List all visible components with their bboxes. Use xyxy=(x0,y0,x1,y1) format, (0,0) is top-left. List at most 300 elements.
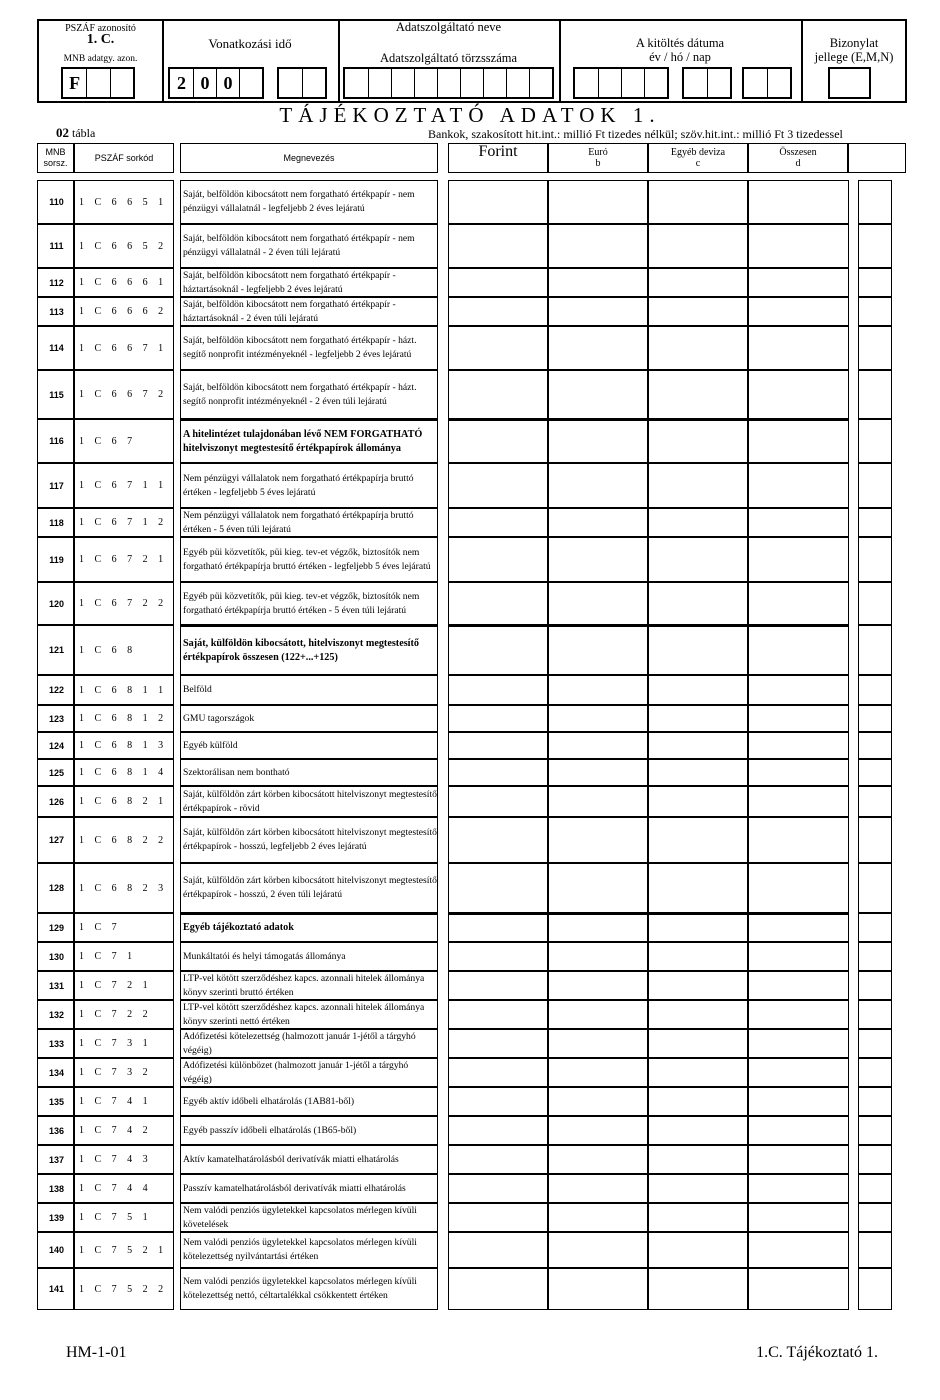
value-cell[interactable] xyxy=(748,268,849,297)
row-code: 1 C 6 7 2 1 xyxy=(79,554,168,565)
value-cell[interactable] xyxy=(448,705,548,732)
value-cell[interactable] xyxy=(448,863,548,913)
value-cell[interactable] xyxy=(548,971,648,1000)
provider-id-cell[interactable] xyxy=(437,69,460,97)
row-number: 129 xyxy=(48,922,65,933)
period-cell[interactable]: 0 xyxy=(216,69,239,97)
period-cell[interactable] xyxy=(302,69,325,97)
row-name-cell xyxy=(180,705,438,732)
mnb-id-cell[interactable]: F xyxy=(69,73,81,93)
value-cell[interactable] xyxy=(648,1203,748,1232)
value-cell[interactable] xyxy=(448,1087,548,1116)
doc-type-cell[interactable] xyxy=(830,69,869,97)
row-number: 116 xyxy=(49,436,64,446)
value-cell[interactable] xyxy=(548,224,648,268)
row-code: 1 C 7 1 xyxy=(79,951,137,962)
value-cell[interactable] xyxy=(548,370,648,419)
check-cell[interactable] xyxy=(858,224,892,268)
value-cell[interactable] xyxy=(548,508,648,537)
value-cell[interactable] xyxy=(448,508,548,537)
value-cell[interactable] xyxy=(548,1116,648,1145)
value-cell[interactable] xyxy=(748,1203,849,1232)
row-code-cell xyxy=(74,786,174,817)
check-cell[interactable] xyxy=(858,537,892,582)
value-cell[interactable] xyxy=(748,1232,849,1268)
col-header-forint: Forint xyxy=(448,143,548,173)
mnb-id-cells[interactable] xyxy=(61,67,135,99)
value-cell[interactable] xyxy=(748,1145,849,1174)
value-cell[interactable] xyxy=(548,863,648,913)
check-cell[interactable] xyxy=(858,942,892,971)
row-code: 1 C 6 8 1 2 xyxy=(79,713,168,724)
value-cell[interactable] xyxy=(448,370,548,419)
row-code-cell xyxy=(74,1232,174,1268)
mnb-id-cell[interactable] xyxy=(110,69,133,97)
check-cell[interactable] xyxy=(858,268,892,297)
check-cell[interactable] xyxy=(858,326,892,370)
value-cell[interactable] xyxy=(548,268,648,297)
row-name: Adófizetési különbözet (halmozott január 1-jétől a tárgyhó végéig) xyxy=(183,1059,409,1085)
value-cell[interactable] xyxy=(448,625,548,675)
row-code: 1 C 6 8 1 4 xyxy=(79,767,168,778)
provider-id-cell[interactable] xyxy=(345,69,368,97)
date-cell[interactable] xyxy=(707,69,730,97)
value-cell[interactable] xyxy=(648,326,748,370)
date-cell[interactable] xyxy=(744,69,767,97)
value-cell[interactable] xyxy=(748,625,849,675)
col-header-mnb-line2: sorsz. xyxy=(43,158,68,168)
row-number-cell xyxy=(37,419,74,463)
row-number: 130 xyxy=(48,951,65,962)
value-cell[interactable] xyxy=(548,732,648,759)
check-cell[interactable] xyxy=(858,419,892,463)
check-cell[interactable] xyxy=(858,1268,892,1310)
date-cell[interactable] xyxy=(644,69,667,97)
row-name-cell xyxy=(180,1000,438,1029)
value-cell[interactable] xyxy=(648,913,748,942)
value-cell[interactable] xyxy=(748,863,849,913)
value-cell[interactable] xyxy=(748,297,849,326)
value-cell[interactable] xyxy=(548,817,648,863)
date-cell[interactable] xyxy=(575,69,598,97)
row-name: Adófizetési kötelezettség (halmozott január 1-jétől a tárgyhó végéig) xyxy=(183,1030,416,1056)
value-cell[interactable] xyxy=(548,913,648,942)
row-code: 1 C 7 2 2 xyxy=(79,1009,152,1020)
row-code: 1 C 6 8 1 1 xyxy=(79,684,168,696)
check-cell[interactable] xyxy=(858,786,892,817)
value-cell[interactable] xyxy=(648,1268,748,1310)
row-name: Egyéb aktív időbeli elhatárolás (1AB81-ből) xyxy=(183,1095,355,1107)
row-code: 1 C 6 7 1 2 xyxy=(79,517,168,528)
col-header-mnb xyxy=(37,143,74,173)
row-name: Belföld xyxy=(183,684,212,696)
value-cell[interactable] xyxy=(548,1000,648,1029)
row-name: Egyéb külföld xyxy=(183,739,238,751)
value-cell[interactable] xyxy=(448,817,548,863)
check-cell[interactable] xyxy=(858,1029,892,1058)
row-number-cell xyxy=(37,463,74,508)
check-cell[interactable] xyxy=(858,370,892,419)
col-header-total xyxy=(748,143,848,173)
row-code: 1 C 6 6 5 2 xyxy=(79,240,168,252)
value-cell[interactable] xyxy=(548,537,648,582)
value-cell[interactable] xyxy=(648,224,748,268)
row-name-cell xyxy=(180,1058,438,1087)
date-year-cells[interactable] xyxy=(573,67,669,99)
value-cell[interactable] xyxy=(748,817,849,863)
row-number: 120 xyxy=(48,598,65,609)
value-cell[interactable] xyxy=(448,1232,548,1268)
row-name-cell xyxy=(180,971,438,1000)
row-number: 113 xyxy=(49,306,64,317)
value-cell[interactable] xyxy=(648,786,748,817)
value-cell[interactable] xyxy=(548,1232,648,1268)
check-cell[interactable] xyxy=(858,705,892,732)
row-number: 128 xyxy=(48,883,65,893)
value-cell[interactable] xyxy=(648,759,748,786)
value-cell[interactable] xyxy=(748,508,849,537)
row-code-cell xyxy=(74,942,174,971)
row-name-cell xyxy=(180,1174,438,1203)
value-cell[interactable] xyxy=(448,1174,548,1203)
row-name: Saját, belföldön kibocsátott nem forgatható értékpapír - házt. segítő nonprofit intézményeknél - 2 éven túli lejáratú xyxy=(183,381,417,407)
value-cell[interactable] xyxy=(648,1058,748,1087)
row-number-cell xyxy=(37,1058,74,1087)
value-cell[interactable] xyxy=(648,942,748,971)
row-number-cell xyxy=(37,1174,74,1203)
value-cell[interactable] xyxy=(748,942,849,971)
value-cell[interactable] xyxy=(748,180,849,224)
value-cell[interactable] xyxy=(448,419,548,463)
doc-type-cells[interactable] xyxy=(828,67,871,99)
value-cell[interactable] xyxy=(648,1232,748,1268)
value-cell[interactable] xyxy=(748,675,849,705)
col-header-euro xyxy=(548,143,648,173)
col-header-name: Megnevezés xyxy=(180,143,438,173)
value-cell[interactable] xyxy=(748,1058,849,1087)
provider-id-cell[interactable] xyxy=(483,69,506,97)
period-year-cells[interactable] xyxy=(168,67,264,99)
value-cell[interactable] xyxy=(548,1029,648,1058)
check-cell[interactable] xyxy=(858,463,892,508)
check-cell[interactable] xyxy=(858,1087,892,1116)
value-cell[interactable] xyxy=(448,971,548,1000)
value-cell[interactable] xyxy=(448,1116,548,1145)
value-cell[interactable] xyxy=(448,786,548,817)
row-number: 140 xyxy=(48,1245,65,1255)
value-cell[interactable] xyxy=(648,1029,748,1058)
date-day-cells[interactable] xyxy=(742,67,792,99)
check-cell[interactable] xyxy=(858,582,892,625)
row-number: 127 xyxy=(48,835,65,845)
row-name: LTP-vel kötött szerződéshez kapcs. azonnali hitelek állománya könyv szerinti nettó értéken xyxy=(183,1001,425,1027)
row-code: 1 C 7 4 2 xyxy=(79,1125,152,1136)
value-cell[interactable] xyxy=(748,705,849,732)
date-month-cells[interactable] xyxy=(682,67,732,99)
value-cell[interactable] xyxy=(548,463,648,508)
check-cell[interactable] xyxy=(858,817,892,863)
provider-id-cell[interactable] xyxy=(460,69,483,97)
value-cell[interactable] xyxy=(748,419,849,463)
value-cell[interactable] xyxy=(648,625,748,675)
row-number-cell xyxy=(37,625,74,675)
check-cell[interactable] xyxy=(858,1174,892,1203)
value-cell[interactable] xyxy=(548,180,648,224)
value-cell[interactable] xyxy=(748,537,849,582)
value-cell[interactable] xyxy=(548,786,648,817)
value-cell[interactable] xyxy=(748,786,849,817)
row-code: 1 C 6 6 5 1 xyxy=(79,196,168,208)
date-cell[interactable] xyxy=(621,69,644,97)
check-cell[interactable] xyxy=(858,180,892,224)
value-cell[interactable] xyxy=(748,732,849,759)
date-cell[interactable] xyxy=(684,69,707,97)
value-cell[interactable] xyxy=(548,582,648,625)
provider-id-cell[interactable] xyxy=(529,69,552,97)
value-cell[interactable] xyxy=(648,675,748,705)
value-cell[interactable] xyxy=(448,1000,548,1029)
value-cell[interactable] xyxy=(548,1058,648,1087)
form-header xyxy=(37,19,907,103)
page-title: TÁJÉKOZTATÓ ADATOK 1. xyxy=(279,103,661,127)
mnb-id-cell[interactable] xyxy=(86,69,109,97)
row-number: 126 xyxy=(48,796,65,807)
value-cell[interactable] xyxy=(448,759,548,786)
col-header-euro-label: Euró xyxy=(588,147,608,158)
row-number: 131 xyxy=(48,980,65,991)
col-header-pszaf: PSZÁF sorkód xyxy=(74,143,174,173)
value-cell[interactable] xyxy=(648,705,748,732)
value-cell[interactable] xyxy=(648,537,748,582)
row-name: Aktív kamatelhatárolásból derivatívák miatti elhatárolás xyxy=(183,1153,399,1165)
row-code-cell xyxy=(74,1029,174,1058)
period-cell[interactable]: 2 xyxy=(177,73,186,93)
check-cell[interactable] xyxy=(858,1145,892,1174)
value-cell[interactable] xyxy=(748,463,849,508)
row-code-cell xyxy=(74,1116,174,1145)
value-cell[interactable] xyxy=(548,419,648,463)
row-name-cell xyxy=(180,463,438,508)
value-cell[interactable] xyxy=(648,268,748,297)
row-code: 1 C 6 7 2 2 xyxy=(79,598,168,609)
check-cell[interactable] xyxy=(858,1058,892,1087)
check-cell[interactable] xyxy=(858,1203,892,1232)
date-cell[interactable] xyxy=(767,69,790,97)
value-cell[interactable] xyxy=(548,1145,648,1174)
row-name-cell xyxy=(180,1145,438,1174)
value-cell[interactable] xyxy=(648,419,748,463)
row-code-cell xyxy=(74,971,174,1000)
row-code-cell xyxy=(74,463,174,508)
row-number-cell xyxy=(37,1116,74,1145)
value-cell[interactable] xyxy=(648,863,748,913)
value-cell[interactable] xyxy=(748,1087,849,1116)
value-cell[interactable] xyxy=(748,224,849,268)
provider-id-cell[interactable] xyxy=(414,69,437,97)
header-divider xyxy=(162,21,164,101)
value-cell[interactable] xyxy=(648,1145,748,1174)
value-cell[interactable] xyxy=(648,463,748,508)
check-cell[interactable] xyxy=(858,863,892,913)
check-cell[interactable] xyxy=(858,1000,892,1029)
value-cell[interactable] xyxy=(648,1087,748,1116)
value-cell[interactable] xyxy=(448,942,548,971)
value-cell[interactable] xyxy=(648,1174,748,1203)
row-code: 1 C 7 4 3 xyxy=(79,1154,152,1165)
check-cell[interactable] xyxy=(858,732,892,759)
row-name: Nem valódi penziós ügyletekkel kapcsolatos mérlegen kívüli kötelezettség nyilvántartási értéken xyxy=(183,1237,417,1262)
value-cell[interactable] xyxy=(748,1029,849,1058)
check-cell[interactable] xyxy=(858,971,892,1000)
row-code-cell xyxy=(74,817,174,863)
value-cell[interactable] xyxy=(648,180,748,224)
period-month-cells[interactable] xyxy=(277,67,327,99)
value-cell[interactable] xyxy=(448,1145,548,1174)
value-cell[interactable] xyxy=(448,1029,548,1058)
row-name: Saját, külföldön zárt körben kibocsátott hitelviszonyt megtestesítő értékpapírok - rövid xyxy=(183,788,437,814)
value-cell[interactable] xyxy=(448,326,548,370)
row-name: Saját, belföldön kibocsátott nem forgatható értékpapír - háztartásoknál - 2 éven túli lejáratú xyxy=(183,298,396,324)
row-number: 134 xyxy=(48,1067,65,1078)
value-cell[interactable] xyxy=(548,625,648,675)
value-cell[interactable] xyxy=(648,1000,748,1029)
row-code: 1 C 6 8 2 3 xyxy=(79,882,168,894)
value-cell[interactable] xyxy=(548,705,648,732)
value-cell[interactable] xyxy=(548,1268,648,1310)
col-header-other-label: Egyéb deviza xyxy=(670,147,726,158)
value-cell[interactable] xyxy=(748,326,849,370)
value-cell[interactable] xyxy=(548,326,648,370)
value-cell[interactable] xyxy=(648,508,748,537)
value-cell[interactable] xyxy=(748,582,849,625)
row-code: 1 C 7 2 1 xyxy=(79,980,152,991)
value-cell[interactable] xyxy=(748,370,849,419)
value-cell[interactable] xyxy=(448,537,548,582)
row-number-cell xyxy=(37,705,74,732)
value-cell[interactable] xyxy=(648,732,748,759)
row-number-cell xyxy=(37,1232,74,1268)
row-number-cell xyxy=(37,268,74,297)
check-cell[interactable] xyxy=(858,1116,892,1145)
value-cell[interactable] xyxy=(448,180,548,224)
value-cell[interactable] xyxy=(548,1087,648,1116)
check-cell[interactable] xyxy=(858,675,892,705)
value-cell[interactable] xyxy=(648,582,748,625)
value-cell[interactable] xyxy=(648,297,748,326)
col-header-total-sub: d xyxy=(795,158,801,169)
row-code-cell xyxy=(74,1058,174,1087)
check-cell[interactable] xyxy=(858,1232,892,1268)
value-cell[interactable] xyxy=(748,971,849,1000)
col-header-total-label: Összesen xyxy=(779,147,817,158)
provider-id-cell[interactable] xyxy=(368,69,391,97)
value-cell[interactable] xyxy=(448,732,548,759)
row-number: 135 xyxy=(48,1096,65,1107)
value-cell[interactable] xyxy=(448,675,548,705)
value-cell[interactable] xyxy=(448,297,548,326)
value-cell[interactable] xyxy=(648,1116,748,1145)
value-cell[interactable] xyxy=(448,1268,548,1310)
row-code-cell xyxy=(74,582,174,625)
unit-note: Bankok, szakosított hit.int.: millió Ft tizedes nélkül; szöv.hit.int.: millió Ft 3 tizedessel xyxy=(428,127,843,141)
row-number: 121 xyxy=(48,645,65,655)
row-code: 1 C 6 7 1 1 xyxy=(79,480,168,491)
check-cell[interactable] xyxy=(858,759,892,786)
row-name: LTP-vel kötött szerződéshez kapcs. azonnali hitelek állománya könyv szerinti bruttó értéken xyxy=(183,972,425,998)
check-cell[interactable] xyxy=(858,508,892,537)
value-cell[interactable] xyxy=(448,913,548,942)
row-number-cell xyxy=(37,732,74,759)
row-code-cell xyxy=(74,732,174,759)
value-cell[interactable] xyxy=(748,1000,849,1029)
value-cell[interactable] xyxy=(748,1116,849,1145)
row-number-cell xyxy=(37,913,74,942)
check-cell[interactable] xyxy=(858,625,892,675)
value-cell[interactable] xyxy=(548,1203,648,1232)
period-cell[interactable] xyxy=(239,69,262,97)
value-cell[interactable] xyxy=(548,1174,648,1203)
row-name: Saját, belföldön kibocsátott nem forgatható értékpapír - háztartásoknál - legfeljebb 2 éves lejáratú xyxy=(183,269,396,295)
row-number: 138 xyxy=(48,1183,65,1194)
period-cell[interactable] xyxy=(279,69,302,97)
value-cell[interactable] xyxy=(548,297,648,326)
row-number: 111 xyxy=(49,241,64,251)
value-cell[interactable] xyxy=(448,268,548,297)
provider-name-label: Adatszolgáltató neve xyxy=(395,20,502,34)
row-code-cell xyxy=(74,675,174,705)
row-name: Passzív kamatelhatárolásból derivatívák miatti elhatárolás xyxy=(183,1182,406,1194)
value-cell[interactable] xyxy=(548,675,648,705)
row-name-cell xyxy=(180,817,438,863)
row-number: 122 xyxy=(48,685,65,695)
check-cell[interactable] xyxy=(858,297,892,326)
value-cell[interactable] xyxy=(448,1058,548,1087)
value-cell[interactable] xyxy=(748,759,849,786)
value-cell[interactable] xyxy=(748,1268,849,1310)
value-cell[interactable] xyxy=(448,1203,548,1232)
row-name-cell xyxy=(180,1268,438,1310)
doc-label: Bizonylat xyxy=(829,36,879,50)
row-name-cell xyxy=(180,1232,438,1268)
row-name: Nem valódi penziós ügyletekkel kapcsolatos mérlegen kívüli kötelezettség nettó, céltartalékkal csökkentett értéken xyxy=(183,1276,417,1301)
provider-id-cell[interactable] xyxy=(506,69,529,97)
provider-id-cells[interactable] xyxy=(343,67,554,99)
row-code-cell xyxy=(74,326,174,370)
row-number-cell xyxy=(37,786,74,817)
value-cell[interactable] xyxy=(748,1174,849,1203)
row-name-cell xyxy=(180,537,438,582)
value-cell[interactable] xyxy=(448,582,548,625)
row-name: Egyéb tájékoztató adatok xyxy=(183,922,294,934)
row-number-cell xyxy=(37,180,74,224)
value-cell[interactable] xyxy=(448,224,548,268)
row-code: 1 C 6 6 7 1 xyxy=(79,342,168,354)
value-cell[interactable] xyxy=(648,817,748,863)
value-cell[interactable] xyxy=(648,370,748,419)
provider-id-cell[interactable] xyxy=(391,69,414,97)
check-cell[interactable] xyxy=(858,913,892,942)
date-cell[interactable] xyxy=(598,69,621,97)
value-cell[interactable] xyxy=(748,913,849,942)
value-cell[interactable] xyxy=(548,759,648,786)
period-cell[interactable]: 0 xyxy=(193,69,216,97)
pszaf-label: PSZÁF azonosító xyxy=(65,23,136,34)
value-cell[interactable] xyxy=(648,971,748,1000)
row-code-cell xyxy=(74,537,174,582)
value-cell[interactable] xyxy=(448,463,548,508)
value-cell[interactable] xyxy=(548,942,648,971)
row-code: 1 C 7 4 4 xyxy=(79,1183,152,1194)
